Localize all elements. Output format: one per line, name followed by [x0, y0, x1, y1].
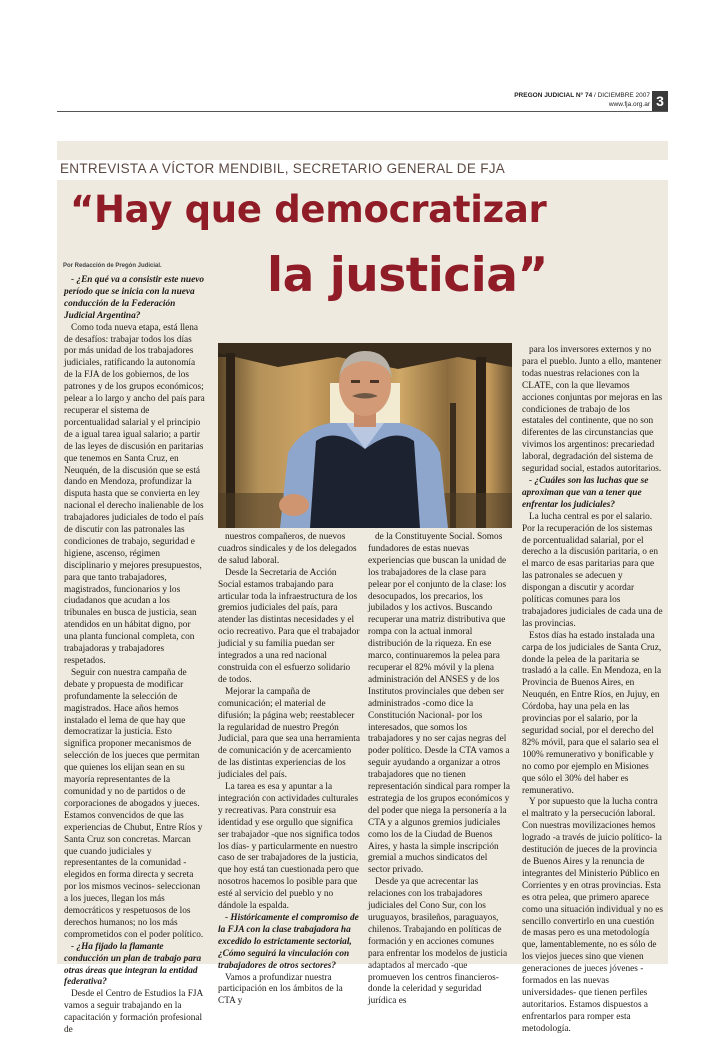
- answer-paragraph: Desde la Secretaria de Acción Social estamos trabajando para articular toda la infraestructura de los gremios judiciales del país, para atender las distintas necesidades y el ocio recreativo. Para que el trabajador judicial y su familia puedan ser integrados a una red nacional construida con el esfuerzo solidario de todos.: [218, 567, 360, 685]
- answer-paragraph: nuestros compañeros, de nuevos cuadros sindicales y de los delegados de salud laboral.: [218, 532, 357, 566]
- answer-paragraph: La tarea es esa y apuntar a la integración con actividades culturales y recreativas. Para construir esa identidad y ese orgullo que significa ser trabajador -que nos significa todos los días- y particularmente en nuestro caso de ser trabajadores de la justicia, que hoy está tan cuestionada pero que nosotros hacemos lo posible para que esté al servicio del pueblo y no dándole la espalda.: [218, 782, 360, 912]
- headline-line-1: “Hay que democratizar: [70, 188, 547, 231]
- headline-line-2: la justicia”: [267, 248, 548, 303]
- answer-paragraph: para los inversores externos y no para el pueblo. Junto a ello, mantener todas nuestras relaciones con la CLATE, con la que llevamos acciones conjuntas por mejoras en las condiciones de trabajo de los estatales del continente, que no son diferentes de las circunstancias que vivimos los argentinos: precariedad laboral, degradación del sistema de seguridad social, estados autoritarios.: [522, 345, 663, 475]
- publication-name: PREGON JUDICIAL N° 74: [514, 92, 593, 99]
- answer-paragraph: Y por supuesto que la lucha contra el maltrato y la persecución laboral. Con nuestras movilizaciones hemos logrado -a través de juicio político- la destitución de jueces de la provincia de Buenos Aires y la renuncia de integrantes del Ministerio Público en Corrientes y en otras provincias. Esta es otra pelea, que primero aparece como una situación individual y no es sencillo convertirlo en una cuestión de masas pero es una metodología que, lamentablemente, no es sólo de los viejos jueces sino que vienen generaciones de jueces jóvenes -formados en las nuevas universidades- que tienen perfiles autoritarios. Estamos dispuestos a enfrentarlos para romper esta metodología.: [522, 797, 663, 1034]
- answer-paragraph: Desde ya que acrecentar las relaciones con los trabajadores judiciales del Cono Sur, con los uruguayos, brasileños, paraguayos, chilenos. Trabajando en políticas de formación y en acciones comunes para enfrentar los modelos de justicia adaptados al mercado -que promueven los centros financieros- donde la celeridad y seguridad jurídica es: [368, 877, 508, 1007]
- answer-paragraph: La lucha central es por el salario. Por la recuperación de los sistemas de porcentualidad salarial, por el derecho a la discusión paritaria, o en el marco de esas paritarias para que las patronales se adecuen y dispongan a discutir y acordar políticas comunes para los trabajadores judiciales de cada una de las provincias.: [522, 511, 663, 629]
- header-rule: [57, 111, 668, 112]
- article-column-1: [64, 275, 206, 1036]
- interview-photo: [218, 343, 512, 528]
- answer-paragraph: de la Constituyente Social. Somos fundadores de estas nuevas experiencias que buscan la unidad de los trabajadores de la clase para pelear por el conjunto de la clase: los desocupados, los precarios, los jubilados y los activos. Buscando recuperar una matriz distributiva que rompa con la actual inmoral distribución de la riqueza. En ese marco, continuaremos la pelea para recuperar el 82% móvil y la plena administración del ANSES y de los Institutos provinciales que deben ser administrados -como dice la Constitución Nacional- por los interesados, que somos los trabajadores y no ser cajas negras del poder político. Desde la CTA vamos a seguir ayudando a organizar a otros trabajadores que no tienen representación sindical para romper la estrategia de los grupos económicos y del poder que niega la personería a la CTA y a algunos gremios judiciales como los de la Ciudad de Buenos Aires, y hasta la simple inscripción gremial a muchos sindicatos del sector privado.: [368, 532, 510, 876]
- byline: Por Redacción de Pregón Judicial.: [63, 263, 162, 269]
- interview-question: - ¿Cuáles son las luchas que se aproximan que van a tener que enfrentar los judiciales?: [522, 475, 649, 510]
- answer-paragraph: Desde el Centro de Estudios la FJA vamos a seguir trabajando en la capacitación y formación profesional de: [64, 989, 203, 1036]
- kicker-band: [57, 141, 668, 160]
- article-kicker: ENTREVISTA A VÍCTOR MENDIBIL, SECRETARIO GENERAL DE FJA: [60, 161, 506, 176]
- interview-question: - ¿Ha fijado la flamante conducción un plan de trabajo para otras áreas que integran la entidad federativa?: [64, 941, 202, 988]
- article-column-4: [522, 345, 663, 1034]
- hand: [279, 494, 309, 516]
- interview-question: - ¿En qué va a consistir este nuevo período que se inicia con la nueva conducción de la Federación Judicial Argentina?: [64, 275, 204, 321]
- interview-question: - Históricamente el compromiso de la FJA con la clase trabajadora ha excedido lo estrictamente sectorial, ¿Cómo seguirá la vinculación con trabajadores de otros sectores?: [218, 913, 359, 971]
- answer-paragraph: Estos días ha estado instalada una carpa de los judiciales de Santa Cruz, donde la pelea de la paritaria se trasladó a la calle. En Mendoza, en la Provincia de Buenos Aires, en Neuquén, en Entre Ríos, en Jujuy, en Córdoba, hay una pela en las provincias por el salario, por la seguridad social, por el derecho del 82% móvil, para que el salario sea el 100% remunerativo y bonificable y no como por ejemplo en Misiones que sólo el 30% del haber es remunerativo.: [522, 630, 662, 796]
- eye: [351, 380, 360, 383]
- vest: [310, 436, 420, 528]
- page-number: 3: [652, 91, 668, 112]
- answer-paragraph: Seguir con nuestra campaña de debate y propuesta de modificar profundamente la selección de magistrados. Hace años hemos instalado el lema de que hay que democratizar la justicia. Esto significa proponer mecanismos de selección de los jueces que permitan que quienes los elijan sean en su mayoría representantes de la comunidad y no de partidos o de corporaciones de abogados y jueces. Estamos convencidos de que las experiencias de Chubut, Entre Ríos y Santa Cruz son concretas. Marcan que cuando judiciales y representantes de la comunidad -elegidos en forma directa y secreta por los mismos vecinos- seleccionan a los jueces, llegan los más democráticos y respetuosos de los derechos humanos; no los más comprometidos con el poder político.: [64, 667, 204, 940]
- issue-date: DICIEMBRE 2007: [597, 92, 650, 99]
- article-column-2: [218, 532, 360, 1007]
- portrait-illustration: [218, 343, 512, 528]
- answer-paragraph: Vamos a profundizar nuestra participación en los ámbitos de la CTA y: [218, 972, 343, 1007]
- eye: [370, 380, 379, 383]
- answer-paragraph: Como toda nueva etapa, está llena de desafíos: trabajar todos los días por más unidad de los trabajadores judiciales, ratificando la autonomía de la FJA de los gobiernos, de los patrones y de los grupos económicos; pelear a lo largo y ancho del país para recuperar el sistema de porcentualidad salarial y el principio de a igual tarea igual salario; a partir de las leyes de discusión en paritarias que tenemos en Santa Cruz, en Neuquén, de la discusión que se está dando en Mendoza, profundizar la disputa hasta que se convierta en ley nacional el derecho inalienable de los trabajadores judiciales de todo el país de discutir con las patronales las condiciones de trabajo, seguridad e higiene, ascenso, régimen disciplinario y mejores presupuestos, para que tanto trabajadores, magistrados, funcionarios y los ciudadanos que acudan a los tribunales en busca de justicia, sean atendidos en un hábitat digno, por una planta funcional completa, con trabajadoras y trabajadores respetados.: [64, 322, 205, 666]
- website-url[interactable]: www.fja.org.ar: [608, 100, 650, 108]
- answer-paragraph: Mejorar la campaña de comunicación; el material de difusión; la página web; reestablecer la regularidad de nuestro Pregón Judicial, para que sea una herramienta de comunicación y de acercamiento de las distintas experiencias de los judiciales del país.: [218, 686, 360, 781]
- article-column-3: [368, 532, 510, 1007]
- running-header: PREGON JUDICIAL N° 74 / DICIEMBRE 2007 www.fja.org.ar: [514, 92, 650, 108]
